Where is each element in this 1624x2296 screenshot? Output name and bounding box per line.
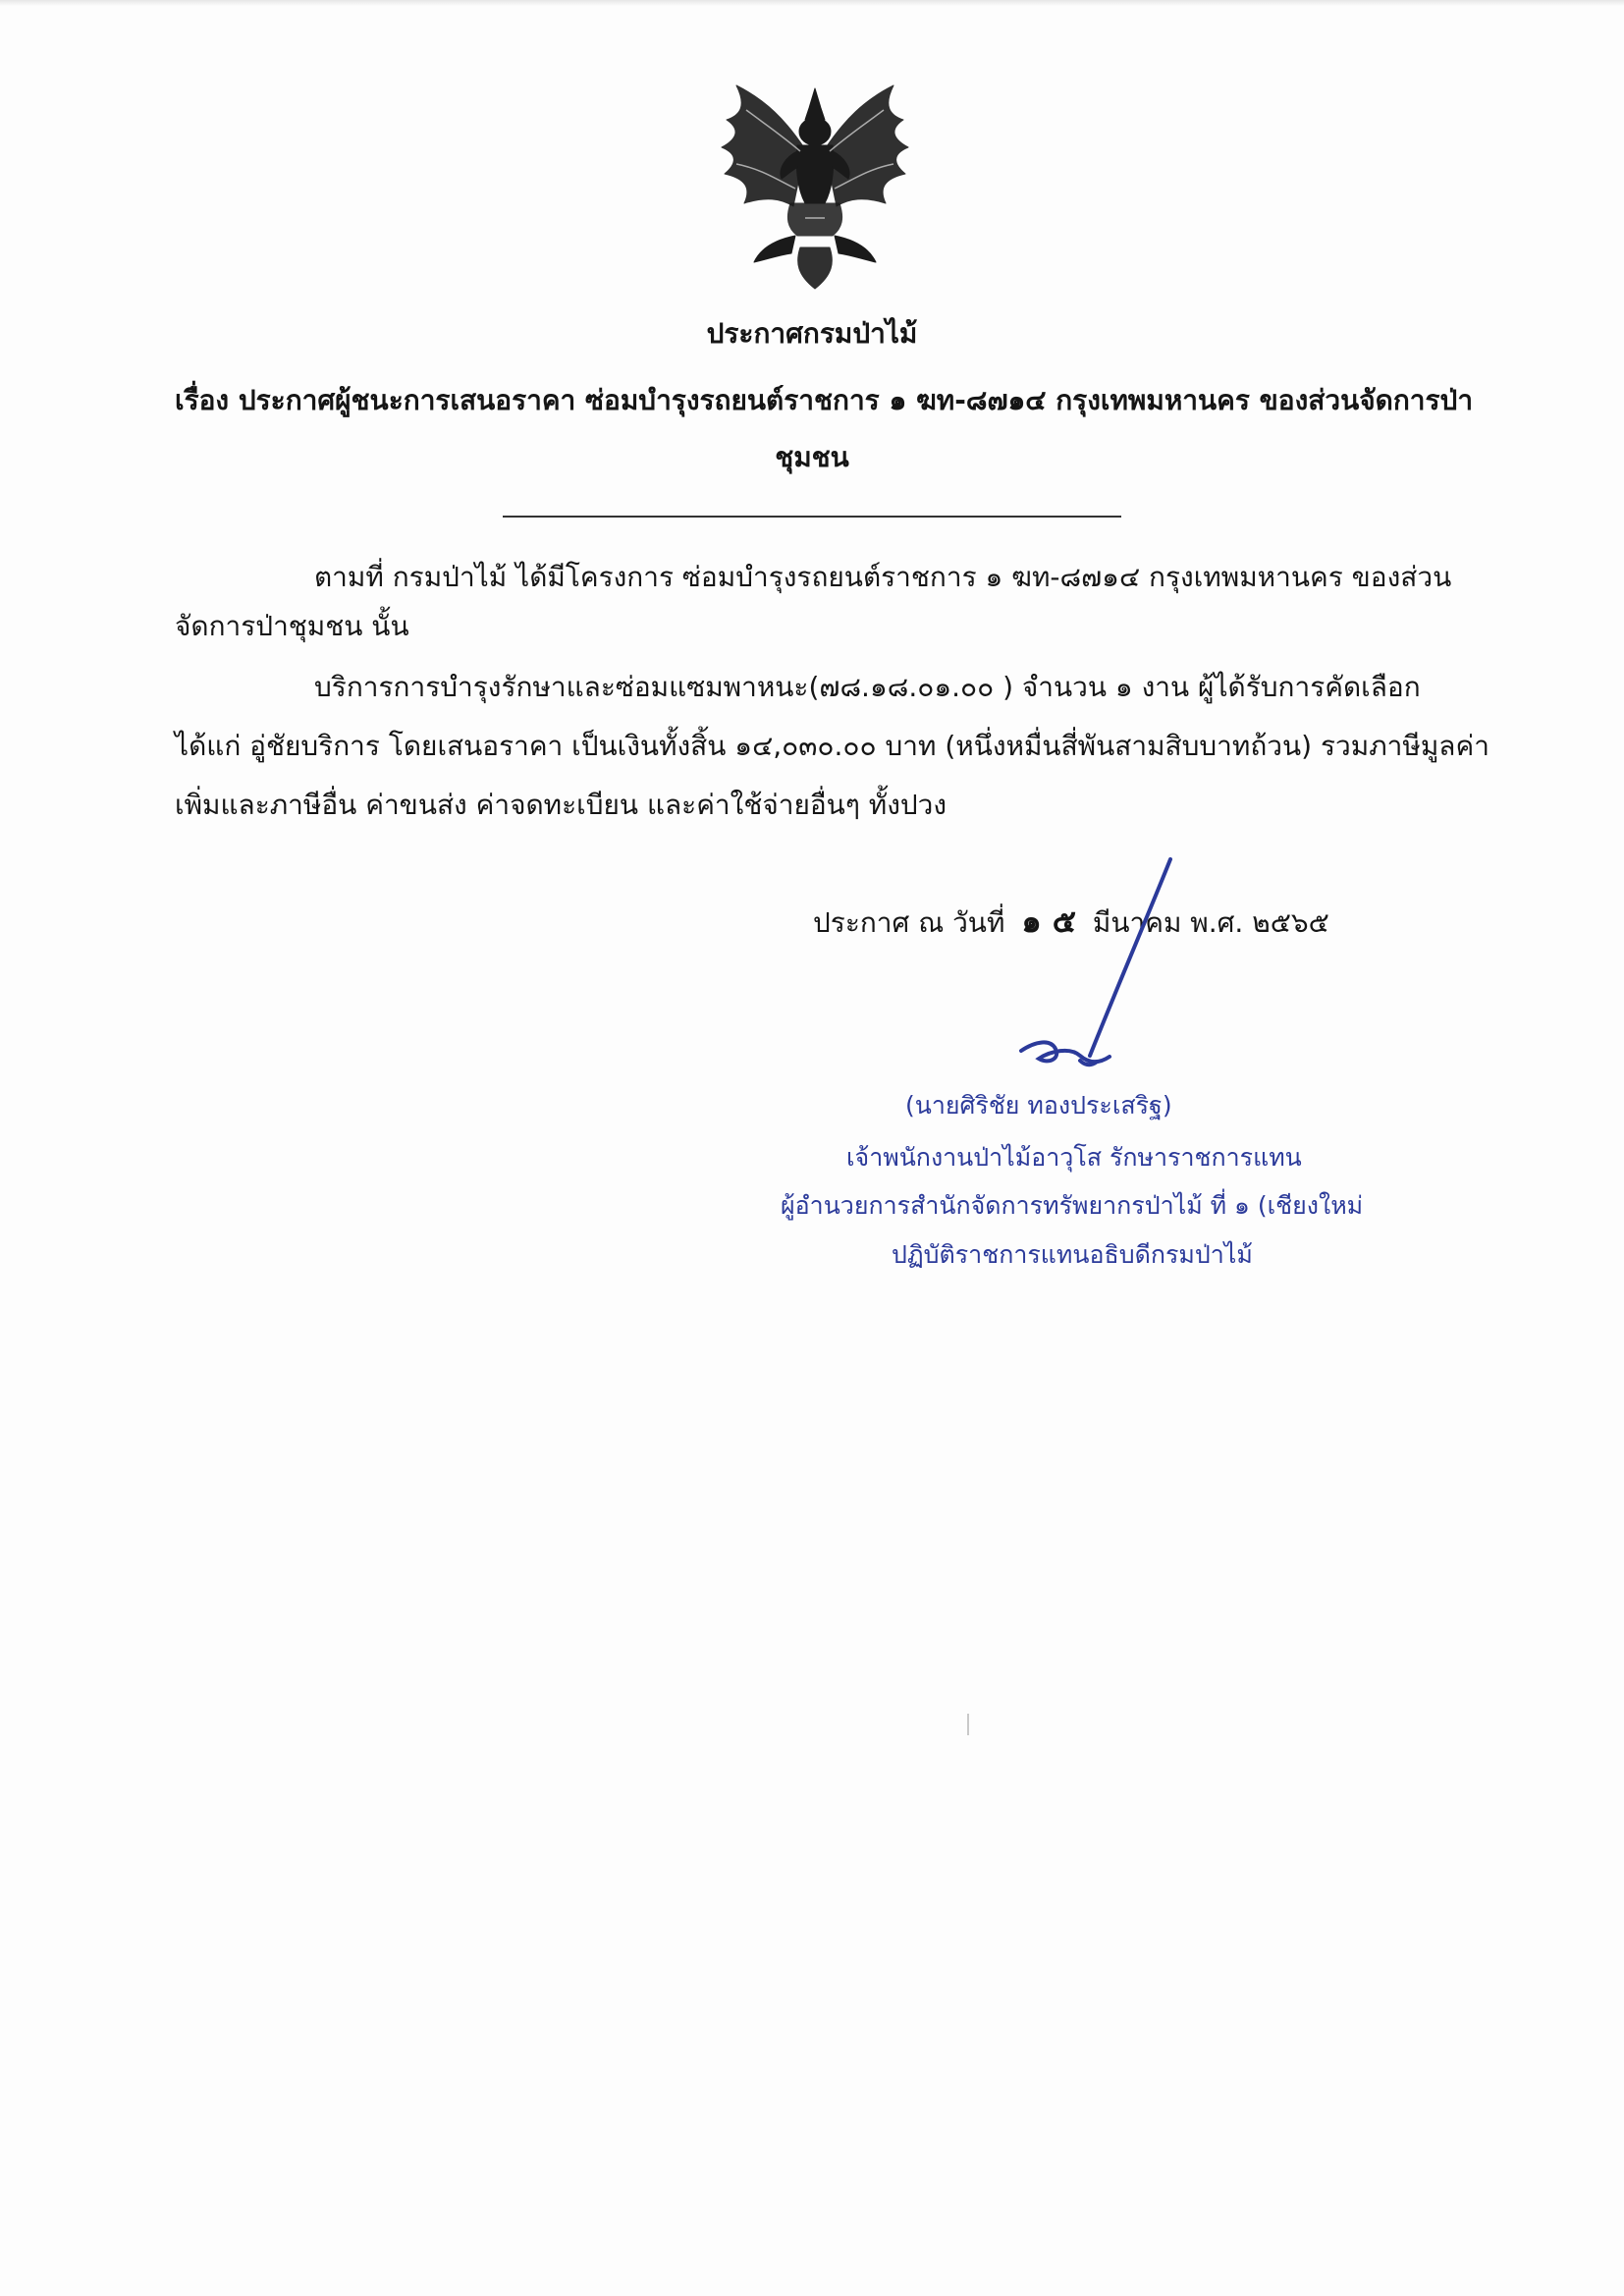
date-month-year: มีนาคม พ.ศ. ๒๕๖๕ (1092, 906, 1329, 939)
paragraph-1-line-2: จัดการป่าชุมชน นั้น (175, 610, 409, 642)
garuda-emblem-icon (707, 81, 923, 292)
signatory-position-3: ปฏิบัติราชการแทนอธิบดีกรมป่าไม้ (892, 1240, 1253, 1269)
signatory-position-1: เจ้าพนักงานป่าไม้อาวุโส รักษาราชการแทน (846, 1143, 1302, 1172)
subject-line-1: เรื่อง ประกาศผู้ชนะการเสนอราคา ซ่อมบำรุงรถยนต์ราชการ ๑ ฆท-๘๗๑๔ กรุงเทพมหานคร ของส่วนจัดการป่า (175, 384, 1474, 416)
signatory-position-2: ผู้อำนวยการสำนักจัดการทรัพยากรป่าไม้ ที่ ๑ (เชียงใหม่ (781, 1191, 1364, 1220)
scan-edge (0, 0, 1624, 6)
paragraph-2-line-2: ได้แก่ อู่ชัยบริการ โดยเสนอราคา เป็นเงินทั้งสิ้น ๑๔,๐๓๐.๐๐ บาท (หนึ่งหมื่นสี่พันสามสิบบาทถ้วน) รวมภาษีมูลค่า (175, 730, 1489, 762)
scan-mark (967, 1714, 969, 1735)
paragraph-2-line-3: เพิ่มและภาษีอื่น ค่าขนส่ง ค่าจดทะเบียน และค่าใช้จ่ายอื่นๆ ทั้งปวง (175, 789, 947, 821)
subject-line-2: ชุมชน (775, 441, 849, 473)
date-prefix: ประกาศ ณ วันที่ (813, 906, 1005, 939)
handwritten-signature (982, 854, 1218, 1090)
date-day: ๑ ๕ (1021, 902, 1076, 940)
title-divider (503, 516, 1121, 518)
signatory-name: (นายศิริชัย ทองประเสริฐ) (905, 1091, 1172, 1120)
document-title: ประกาศกรมป่าไม้ (706, 317, 918, 350)
paragraph-2-line-1: บริการการบำรุงรักษาและซ่อมแซมพาหนะ(๗๘.๑๘.๐๑.๐๐ ) จำนวน ๑ งาน ผู้ได้รับการคัดเลือก (314, 671, 1421, 703)
paragraph-1-line-1: ตามที่ กรมป่าไม้ ได้มีโครงการ ซ่อมบำรุงรถยนต์ราชการ ๑ ฆท-๘๗๑๔ กรุงเทพมหานคร ของส่วน (314, 561, 1452, 593)
